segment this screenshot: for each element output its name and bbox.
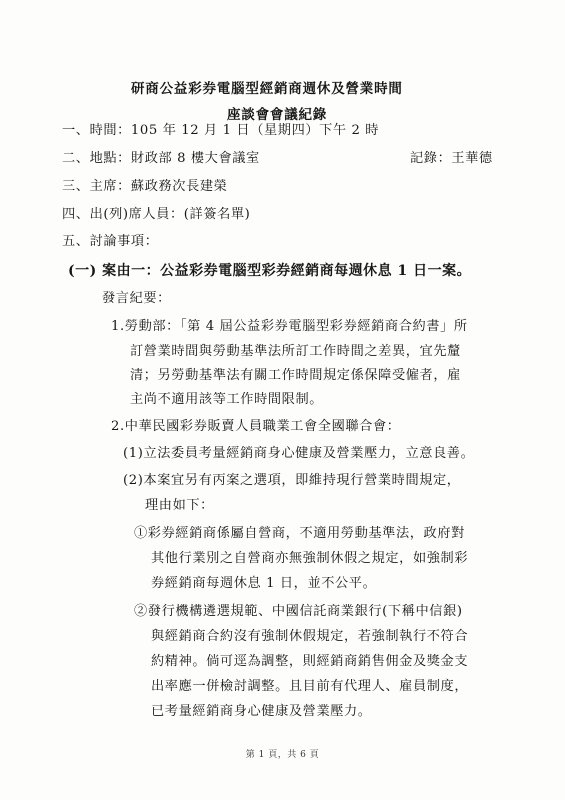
item-1-line-1: 1.勞動部：「第 4 屆公益彩券電腦型彩券經銷商合約書」所 [111, 319, 468, 334]
point-1-line-2: 其他行業別之自營商亦無強制休假之規定，如強制彩 [151, 551, 469, 566]
meeting-attendees: 四、出(列)席人員：(詳簽名單) [62, 207, 251, 222]
point-2-line-4: 出率應一併檢討調整。且目前有代理人、雇員制度， [151, 679, 469, 694]
point-2-line-3: 約精神。倘可逕為調整，則經銷商銷售佣金及獎金支 [151, 654, 469, 669]
meeting-recorder: 記錄：王華德 [410, 151, 493, 166]
item-2-sub-1: (1)立法委員考量經銷商身心健康及營業壓力，立意良善。 [123, 446, 475, 461]
point-1-line-1: ①彩券經銷商係屬自營商，不適用勞動基準法，政府對 [134, 526, 465, 541]
item-2-sub-2-line-1: (2)本案宜另有丙案之選項，即維持現行營業時間規定， [123, 473, 461, 488]
item-1-line-2: 訂營業時間與勞動基準法所訂工作時間之差異，宜先釐 [130, 344, 461, 359]
point-2-line-5: 已考量經銷商身心健康及營業壓力。 [151, 704, 372, 719]
discussion-items-label: 五、討論事項： [62, 234, 159, 249]
meeting-time: 一、時間：105 年 12 月 1 日（星期四）下午 2 時 [62, 123, 380, 138]
document-title-line-2: 座談會會議紀錄 [227, 107, 328, 123]
meeting-chair: 三、主席：蘇政務次長建榮 [62, 179, 228, 194]
speech-summary-label: 發言紀要： [102, 291, 171, 306]
point-1-line-3: 券經銷商每週休息 1 日，並不公平。 [151, 576, 377, 591]
item-1-line-3: 清；另勞動基準法有關工作時間規定係保障受僱者，雇 [130, 368, 461, 383]
page-number-footer: 第 1 頁，共 6 頁 [245, 750, 320, 760]
case-1-heading: (一) 案由一：公益彩券電腦型彩券經銷商每週休息 1 日一案。 [68, 263, 472, 279]
point-2-line-2: 與經銷商合約沒有強制休假規定，若強制執行不符合 [151, 629, 469, 644]
document-title-line-1: 研商公益彩券電腦型經銷商週休及營業時間 [131, 81, 403, 97]
item-1-line-4: 主尚不適用該等工作時間限制。 [130, 392, 324, 407]
point-2-line-1: ②發行機構遴選規範、中國信託商業銀行(下稱中信銀) [134, 604, 463, 619]
item-2-header: 2.中華民國彩券販賣人員職業工會全國聯合會： [111, 419, 401, 434]
meeting-place: 二、地點：財政部 8 樓大會議室 [62, 151, 260, 166]
item-2-sub-2-line-2: 理由如下： [145, 498, 214, 513]
